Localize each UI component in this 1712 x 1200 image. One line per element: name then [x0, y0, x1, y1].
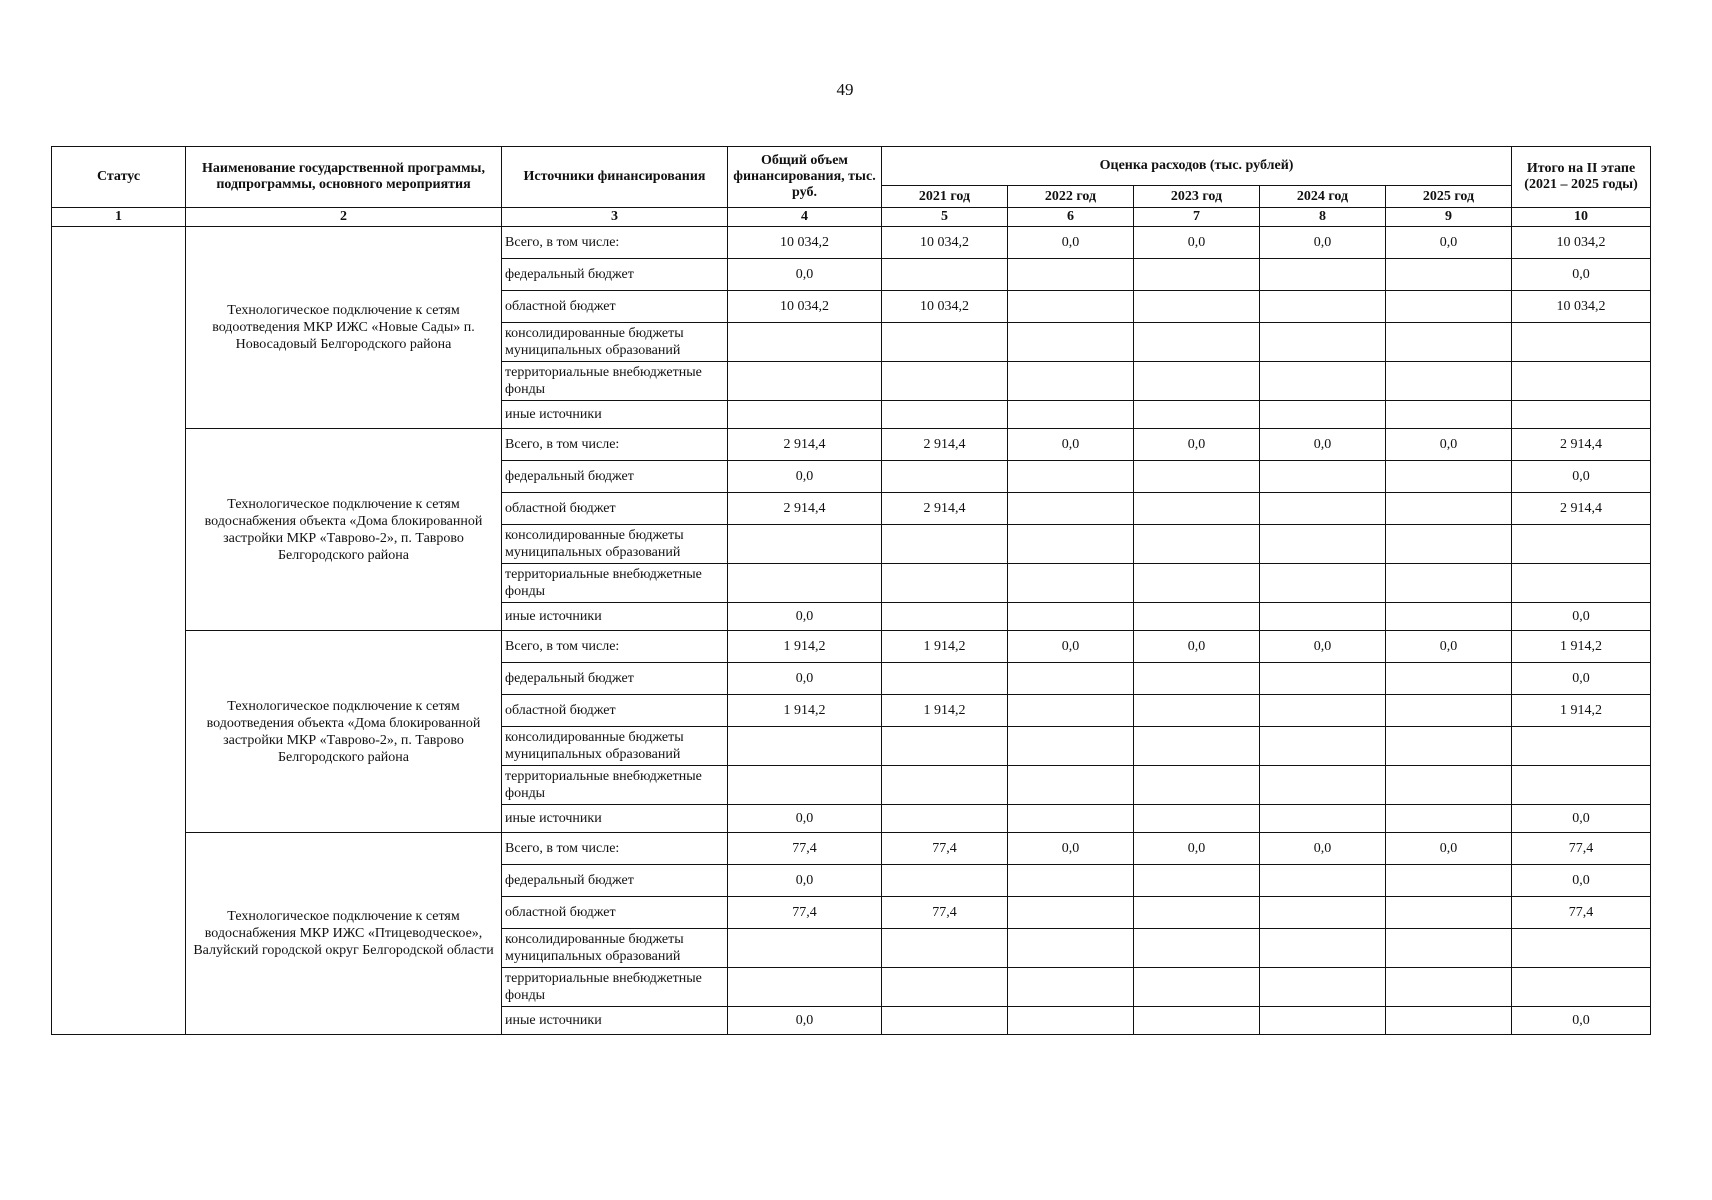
value-cell [1008, 727, 1134, 766]
value-cell: 0,0 [1386, 429, 1512, 461]
value-cell [882, 805, 1008, 833]
value-cell: 1 914,2 [728, 631, 882, 663]
source-label: федеральный бюджет [502, 259, 728, 291]
value-cell: 2 914,4 [728, 493, 882, 525]
source-label: территориальные внебюджетные фонды [502, 968, 728, 1007]
value-cell [728, 564, 882, 603]
value-cell [1008, 259, 1134, 291]
value-cell: 0,0 [1134, 227, 1260, 259]
value-cell [1008, 805, 1134, 833]
value-cell: 77,4 [728, 897, 882, 929]
value-cell: 0,0 [1008, 429, 1134, 461]
value-cell [1386, 1007, 1512, 1035]
value-cell [728, 323, 882, 362]
value-cell: 0,0 [1008, 833, 1134, 865]
value-cell: 10 034,2 [1512, 227, 1651, 259]
value-cell [882, 865, 1008, 897]
header-sources: Источники финансирования [502, 147, 728, 208]
value-cell [1008, 603, 1134, 631]
value-cell [1008, 323, 1134, 362]
value-cell: 0,0 [1512, 865, 1651, 897]
value-cell: 0,0 [1386, 227, 1512, 259]
value-cell [1386, 362, 1512, 401]
value-cell [1134, 968, 1260, 1007]
value-cell [1260, 461, 1386, 493]
source-label: Всего, в том числе: [502, 227, 728, 259]
value-cell [1386, 766, 1512, 805]
value-cell: 10 034,2 [728, 227, 882, 259]
value-cell [1386, 805, 1512, 833]
value-cell [1260, 805, 1386, 833]
value-cell: 77,4 [882, 897, 1008, 929]
value-cell [1260, 323, 1386, 362]
table-row [52, 429, 1651, 461]
value-cell: 0,0 [1134, 833, 1260, 865]
value-cell [1134, 259, 1260, 291]
source-label: областной бюджет [502, 291, 728, 323]
value-cell [1260, 401, 1386, 429]
table-row [52, 833, 1651, 865]
value-cell: 0,0 [1512, 663, 1651, 695]
value-cell: 0,0 [728, 461, 882, 493]
source-label: Всего, в том числе: [502, 631, 728, 663]
value-cell [1386, 865, 1512, 897]
value-cell [1260, 291, 1386, 323]
value-cell: 0,0 [728, 663, 882, 695]
value-cell [1260, 493, 1386, 525]
source-label: федеральный бюджет [502, 865, 728, 897]
value-cell [1512, 525, 1651, 564]
value-cell: 0,0 [1512, 805, 1651, 833]
source-label: территориальные внебюджетные фонды [502, 766, 728, 805]
header-stage-total: Итого на II этапе (2021 – 2025 годы) [1512, 147, 1651, 208]
header-estimate: Оценка расходов (тыс. рублей) [882, 147, 1512, 186]
value-cell [1386, 323, 1512, 362]
column-number: 1 [52, 208, 186, 227]
value-cell [882, 323, 1008, 362]
value-cell [1386, 525, 1512, 564]
value-cell [1386, 695, 1512, 727]
column-number: 2 [186, 208, 502, 227]
value-cell: 0,0 [1260, 833, 1386, 865]
source-label: областной бюджет [502, 493, 728, 525]
value-cell [882, 362, 1008, 401]
value-cell: 0,0 [1386, 833, 1512, 865]
value-cell: 0,0 [728, 1007, 882, 1035]
value-cell [882, 401, 1008, 429]
source-label: консолидированные бюджеты муниципальных образований [502, 323, 728, 362]
value-cell: 10 034,2 [882, 291, 1008, 323]
value-cell [1134, 929, 1260, 968]
source-label: Всего, в том числе: [502, 833, 728, 865]
header-total-volume: Общий объем финансирования, тыс. руб. [728, 147, 882, 208]
table-row [52, 227, 1651, 259]
value-cell: 0,0 [728, 865, 882, 897]
value-cell [728, 525, 882, 564]
column-number: 8 [1260, 208, 1386, 227]
value-cell: 10 034,2 [1512, 291, 1651, 323]
source-label: Всего, в том числе: [502, 429, 728, 461]
value-cell: 0,0 [1260, 227, 1386, 259]
value-cell: 1 914,2 [728, 695, 882, 727]
value-cell [728, 362, 882, 401]
project-name: Технологическое подключение к сетям водоотведения МКР ИЖС «Новые Сады» п. Новосадовый Белгородского района [186, 227, 502, 429]
source-label: консолидированные бюджеты муниципальных образований [502, 727, 728, 766]
value-cell [1260, 695, 1386, 727]
value-cell [1008, 968, 1134, 1007]
value-cell [1134, 401, 1260, 429]
value-cell: 77,4 [1512, 897, 1651, 929]
value-cell: 2 914,4 [1512, 493, 1651, 525]
value-cell [1386, 461, 1512, 493]
value-cell [1260, 525, 1386, 564]
header-year: 2023 год [1134, 186, 1260, 208]
value-cell [1134, 525, 1260, 564]
value-cell [1134, 461, 1260, 493]
value-cell [1134, 323, 1260, 362]
value-cell [1386, 968, 1512, 1007]
value-cell [1260, 968, 1386, 1007]
value-cell: 10 034,2 [882, 227, 1008, 259]
source-label: областной бюджет [502, 695, 728, 727]
header-year: 2024 год [1260, 186, 1386, 208]
value-cell: 0,0 [1512, 461, 1651, 493]
column-number: 3 [502, 208, 728, 227]
project-name: Технологическое подключение к сетям водоснабжения объекта «Дома блокированной застройки МКР «Таврово-2», п. Таврово Белгородского района [186, 429, 502, 631]
column-number: 4 [728, 208, 882, 227]
value-cell [1512, 362, 1651, 401]
source-label: консолидированные бюджеты муниципальных образований [502, 929, 728, 968]
value-cell [1386, 493, 1512, 525]
value-cell [1512, 766, 1651, 805]
value-cell [1512, 727, 1651, 766]
value-cell [1134, 695, 1260, 727]
source-label: областной бюджет [502, 897, 728, 929]
value-cell [1260, 766, 1386, 805]
value-cell [882, 461, 1008, 493]
value-cell [1386, 401, 1512, 429]
value-cell [1134, 603, 1260, 631]
value-cell [1386, 259, 1512, 291]
value-cell [1008, 564, 1134, 603]
value-cell [1134, 493, 1260, 525]
column-number: 7 [1134, 208, 1260, 227]
value-cell [882, 766, 1008, 805]
value-cell [728, 727, 882, 766]
value-cell: 2 914,4 [1512, 429, 1651, 461]
value-cell [1008, 929, 1134, 968]
column-number: 10 [1512, 208, 1651, 227]
source-label: территориальные внебюджетные фонды [502, 564, 728, 603]
value-cell [1008, 493, 1134, 525]
column-number: 5 [882, 208, 1008, 227]
value-cell: 77,4 [728, 833, 882, 865]
header-year: 2025 год [1386, 186, 1512, 208]
value-cell [728, 401, 882, 429]
value-cell [1512, 401, 1651, 429]
value-cell: 0,0 [1260, 429, 1386, 461]
value-cell: 0,0 [1512, 259, 1651, 291]
value-cell [1512, 968, 1651, 1007]
value-cell [1260, 727, 1386, 766]
table-row [52, 631, 1651, 663]
value-cell: 0,0 [1008, 227, 1134, 259]
value-cell [1134, 897, 1260, 929]
value-cell [1134, 766, 1260, 805]
value-cell [1134, 291, 1260, 323]
value-cell: 1 914,2 [882, 631, 1008, 663]
value-cell [882, 929, 1008, 968]
value-cell [1008, 291, 1134, 323]
value-cell [1260, 663, 1386, 695]
project-name: Технологическое подключение к сетям водоснабжения МКР ИЖС «Птицеводческое», Валуйский городской округ Белгородской области [186, 833, 502, 1035]
value-cell [882, 564, 1008, 603]
value-cell: 0,0 [1512, 1007, 1651, 1035]
value-cell [1134, 663, 1260, 695]
value-cell: 1 914,2 [882, 695, 1008, 727]
value-cell [1134, 805, 1260, 833]
project-name: Технологическое подключение к сетям водоотведения объекта «Дома блокированной застройки МКР «Таврово-2», п. Таврово Белгородского района [186, 631, 502, 833]
value-cell [882, 1007, 1008, 1035]
value-cell [882, 525, 1008, 564]
value-cell [882, 603, 1008, 631]
value-cell [1008, 695, 1134, 727]
value-cell [1134, 564, 1260, 603]
value-cell [1386, 727, 1512, 766]
financing-table [51, 146, 1651, 1035]
value-cell [1386, 929, 1512, 968]
value-cell [728, 968, 882, 1007]
value-cell [1260, 362, 1386, 401]
value-cell [882, 259, 1008, 291]
value-cell: 0,0 [1386, 631, 1512, 663]
value-cell [882, 663, 1008, 695]
value-cell [1134, 865, 1260, 897]
value-cell: 1 914,2 [1512, 631, 1651, 663]
value-cell [1512, 564, 1651, 603]
value-cell [1134, 1007, 1260, 1035]
source-label: иные источники [502, 401, 728, 429]
value-cell [1008, 525, 1134, 564]
value-cell [1008, 1007, 1134, 1035]
header-status: Статус [52, 147, 186, 208]
column-number: 6 [1008, 208, 1134, 227]
source-label: консолидированные бюджеты муниципальных образований [502, 525, 728, 564]
header-year: 2021 год [882, 186, 1008, 208]
value-cell [882, 727, 1008, 766]
value-cell [1260, 259, 1386, 291]
value-cell [728, 929, 882, 968]
value-cell [1260, 1007, 1386, 1035]
source-label: федеральный бюджет [502, 461, 728, 493]
value-cell [1008, 401, 1134, 429]
value-cell [1260, 564, 1386, 603]
source-label: иные источники [502, 1007, 728, 1035]
value-cell: 0,0 [1134, 429, 1260, 461]
source-label: иные источники [502, 805, 728, 833]
value-cell [1386, 291, 1512, 323]
value-cell: 0,0 [1260, 631, 1386, 663]
source-label: территориальные внебюджетные фонды [502, 362, 728, 401]
value-cell [1386, 663, 1512, 695]
header-year: 2022 год [1008, 186, 1134, 208]
value-cell [1134, 362, 1260, 401]
value-cell [728, 766, 882, 805]
value-cell [1512, 929, 1651, 968]
value-cell [1008, 362, 1134, 401]
value-cell [882, 968, 1008, 1007]
value-cell [1134, 727, 1260, 766]
value-cell: 0,0 [1008, 631, 1134, 663]
value-cell [1008, 766, 1134, 805]
value-cell [1008, 897, 1134, 929]
value-cell: 77,4 [1512, 833, 1651, 865]
value-cell: 0,0 [728, 259, 882, 291]
value-cell [1386, 897, 1512, 929]
source-label: иные источники [502, 603, 728, 631]
value-cell: 2 914,4 [728, 429, 882, 461]
value-cell [1008, 663, 1134, 695]
value-cell: 10 034,2 [728, 291, 882, 323]
value-cell [1008, 865, 1134, 897]
value-cell: 2 914,4 [882, 429, 1008, 461]
page-number: 49 [836, 80, 854, 99]
value-cell: 0,0 [1134, 631, 1260, 663]
value-cell: 2 914,4 [882, 493, 1008, 525]
value-cell [1260, 865, 1386, 897]
value-cell: 0,0 [728, 805, 882, 833]
value-cell: 77,4 [882, 833, 1008, 865]
status-cell [52, 227, 186, 1035]
value-cell [1260, 929, 1386, 968]
value-cell [1008, 461, 1134, 493]
column-number: 9 [1386, 208, 1512, 227]
value-cell [1386, 564, 1512, 603]
value-cell [1260, 897, 1386, 929]
value-cell: 1 914,2 [1512, 695, 1651, 727]
header-name: Наименование государственной программы, подпрограммы, основного мероприятия [186, 147, 502, 208]
value-cell: 0,0 [728, 603, 882, 631]
value-cell [1386, 603, 1512, 631]
source-label: федеральный бюджет [502, 663, 728, 695]
value-cell [1512, 323, 1651, 362]
table-body [52, 227, 1651, 1035]
value-cell [1260, 603, 1386, 631]
value-cell: 0,0 [1512, 603, 1651, 631]
